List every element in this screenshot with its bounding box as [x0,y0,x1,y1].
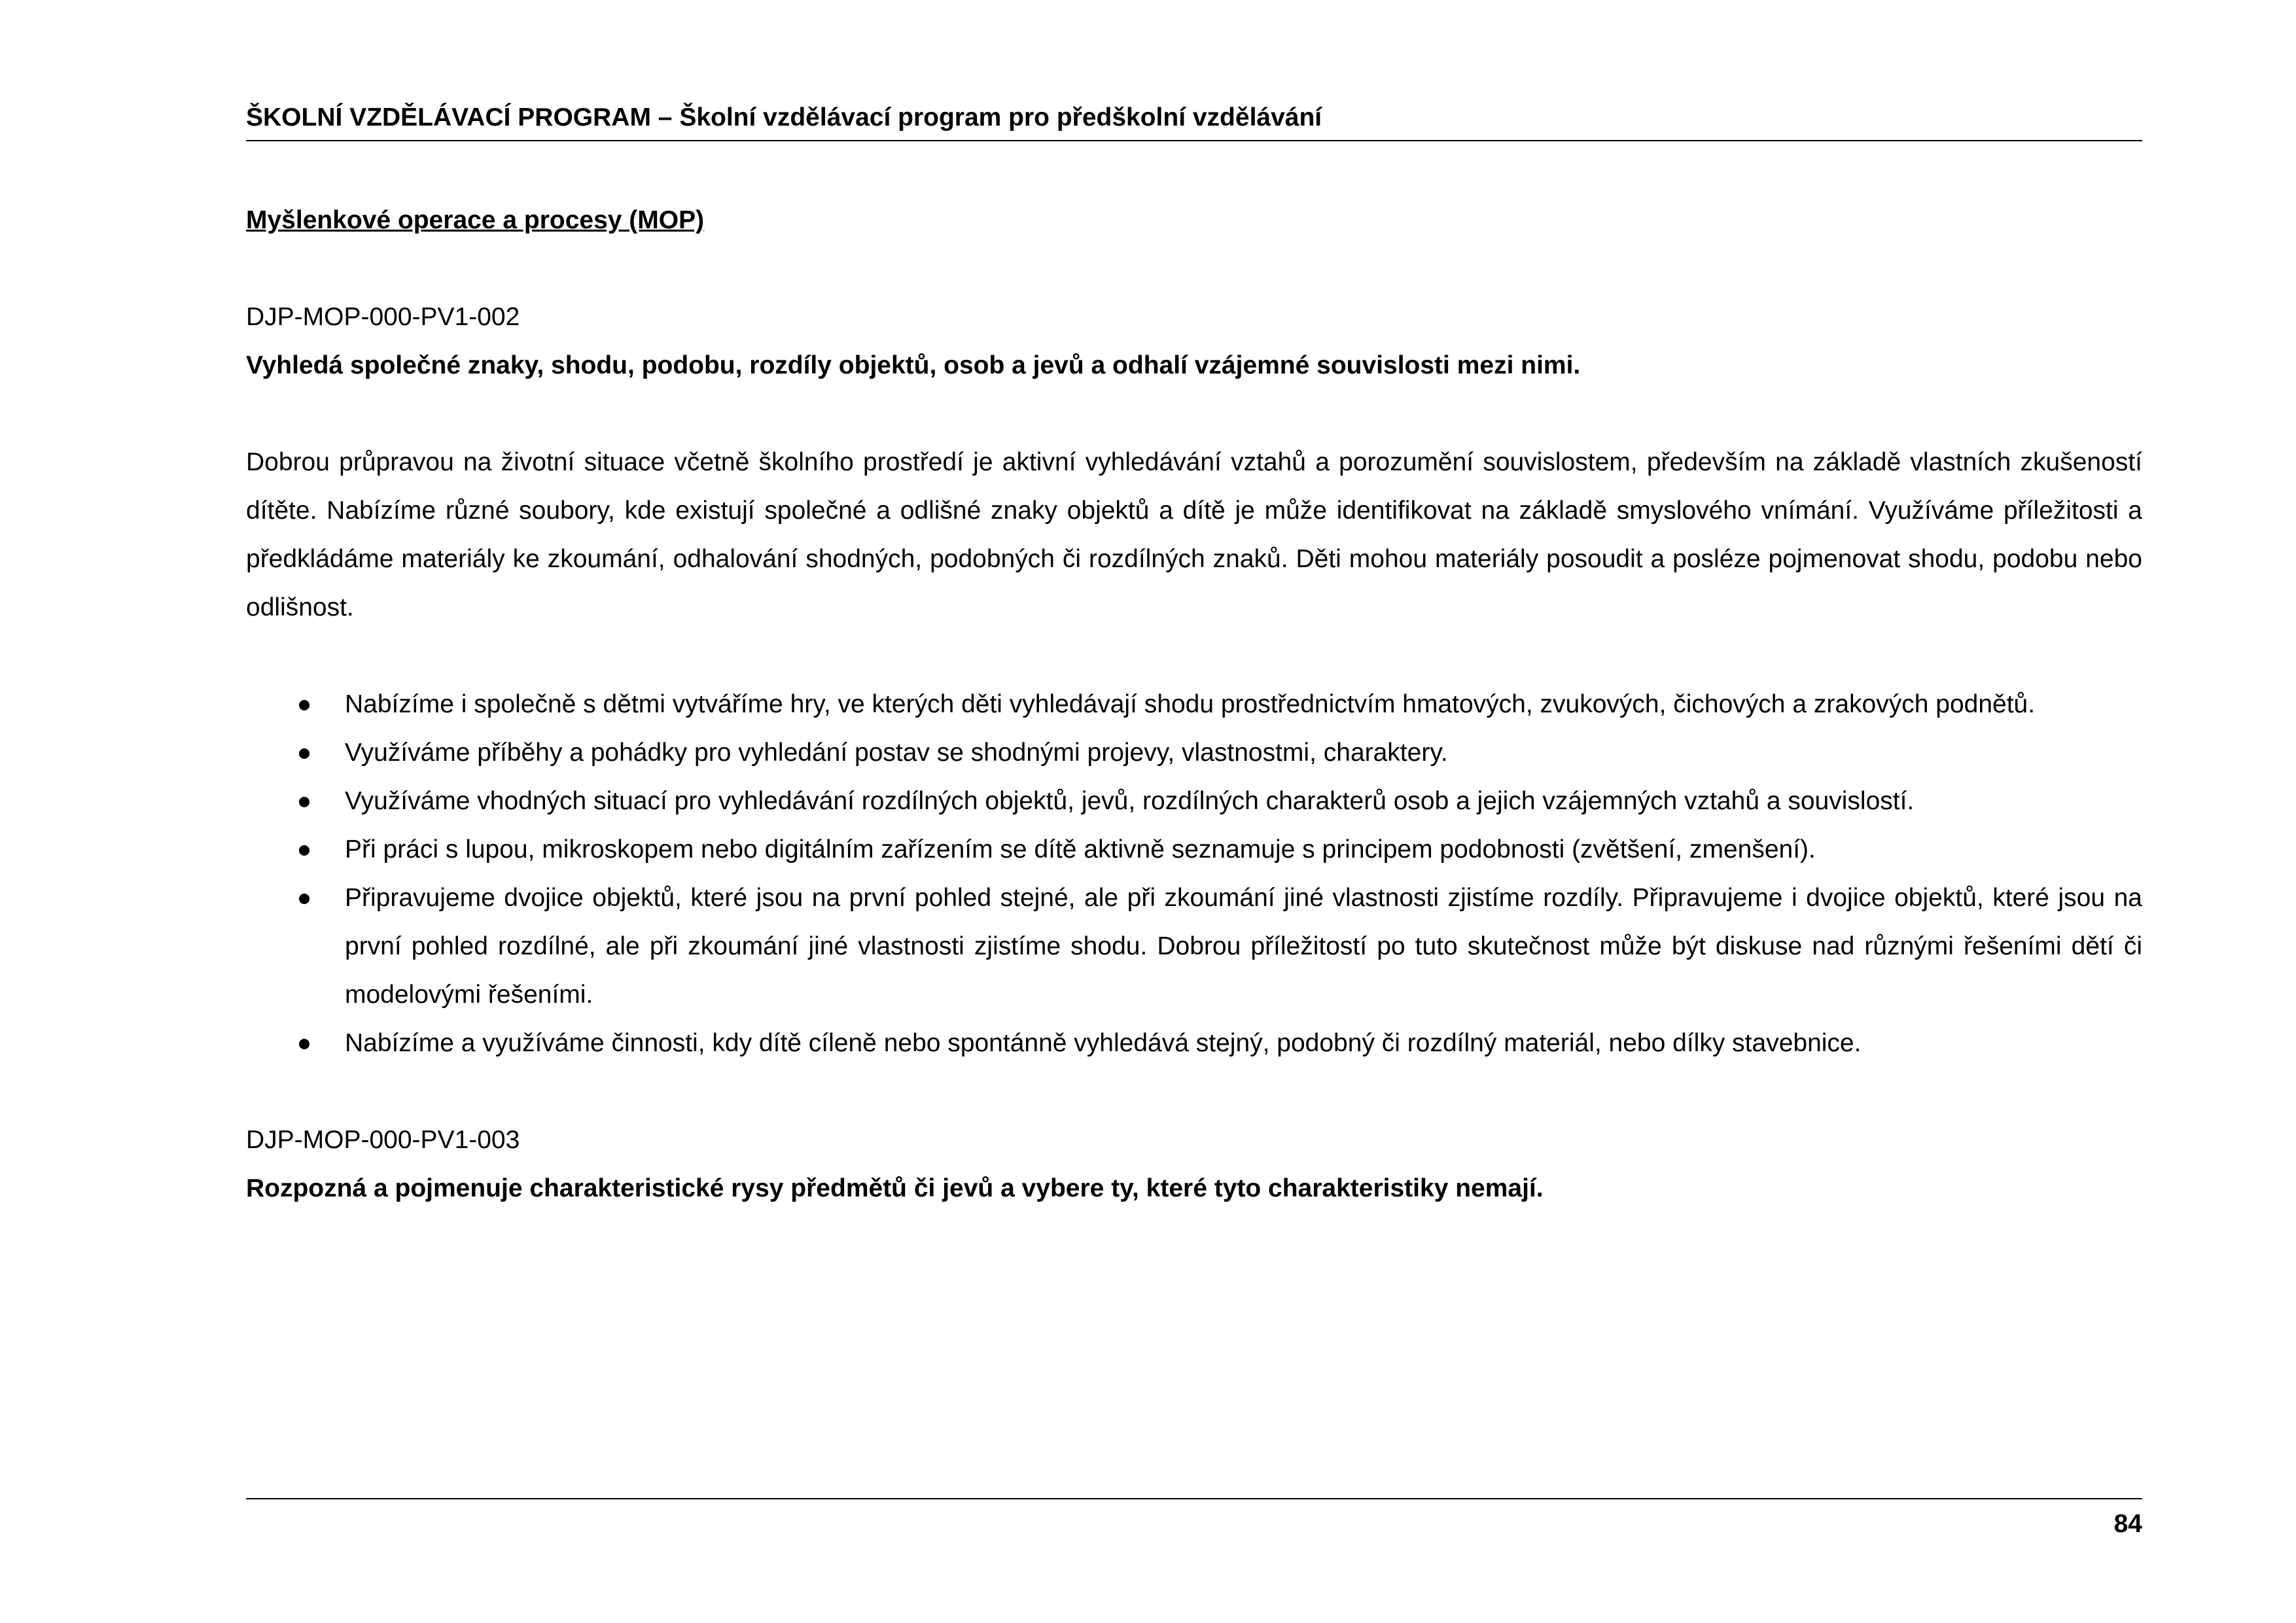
bullet-icon [299,797,309,807]
bullet-icon [299,845,309,856]
bullet-icon [299,1039,309,1049]
bullet-icon [299,748,309,759]
list-item-text: Připravujeme dvojice objektů, které jsou na první pohled stejné, ale při zkoumání jiné vlastnosti zjistíme rozdíly. Připravujeme i dvojice objektů, které jsou na první pohled rozdílné, ale při zkoumání jiné vlastnosti zjistíme shodu. Dobrou příležitostí po tuto skutečnost může být diskuse nad různými řešeními dětí či modelovými řešeními. [345,884,2142,1009]
outcome-code: DJP-MOP-000-PV1-002 [246,303,520,331]
list-item [246,1019,2142,1068]
list-item-text: Nabízíme i společně s dětmi vytváříme hry, ve kterých děti vyhledávají shodu prostřednictvím hmatových, zvukových, čichových a zrakových podnětů. [345,690,2036,718]
activity-list [246,680,2142,1068]
header-divider [246,140,2142,141]
running-header: ŠKOLNÍ VZDĚLÁVACÍ PROGRAM – Školní vzdělávací program pro předškolní vzdělávání [246,103,1322,131]
bullet-icon [299,700,309,710]
section-title: Myšlenkové operace a procesy (MOP) [246,206,705,234]
body-paragraph: Dobrou průpravou na životní situace včetně školního prostředí je aktivní vyhledávání vztahů a porozumění souvislostem, především na základě vlastních zkušeností dítěte. Nabízíme různé soubory, kde existují společné a odlišné znaky objektů a dítě je může identifikovat na základě smyslového vnímání. Využíváme příležitosti a předkládáme materiály ke zkoumání, odhalování shodných, podobných či rozdílných znaků. Děti mohou materiály posoudit a posléze pojmenovat shodu, podobu nebo odlišnost. [246,448,2142,621]
page-content [246,196,2142,1261]
outcome-statement: Rozpozná a pojmenuje charakteristické rysy předmětů či jevů a vybere ty, které tyto charakteristiky nemají. [246,1174,1544,1202]
list-item [246,777,2142,826]
list-item [246,874,2142,1019]
list-item-text: Při práci s lupou, mikroskopem nebo digitálním zařízením se dítě aktivně seznamuje s principem podobnosti (zvětšení, zmenšení). [345,835,1816,864]
page-number: 84 [2113,1510,2142,1538]
list-item [246,680,2142,729]
list-item-text: Využíváme příběhy a pohádky pro vyhledání postav se shodnými projevy, vlastnostmi, charaktery. [345,739,1448,767]
outcome-code: DJP-MOP-000-PV1-003 [246,1126,520,1154]
footer-divider [246,1498,2142,1499]
list-item [246,729,2142,777]
list-item-text: Využíváme vhodných situací pro vyhledávání rozdílných objektů, jevů, rozdílných charakterů osob a jejich vzájemných vztahů a souvislostí. [345,787,1915,815]
outcome-statement: Vyhledá společné znaky, shodu, podobu, rozdíly objektů, osob a jevů a odhalí vzájemné souvislosti mezi nimi. [246,351,1581,379]
bullet-icon [299,894,309,904]
list-item-text: Nabízíme a využíváme činnosti, kdy dítě cíleně nebo spontánně vyhledává stejný, podobný či rozdílný materiál, nebo dílky stavebnice. [345,1029,1862,1057]
list-item [246,826,2142,874]
